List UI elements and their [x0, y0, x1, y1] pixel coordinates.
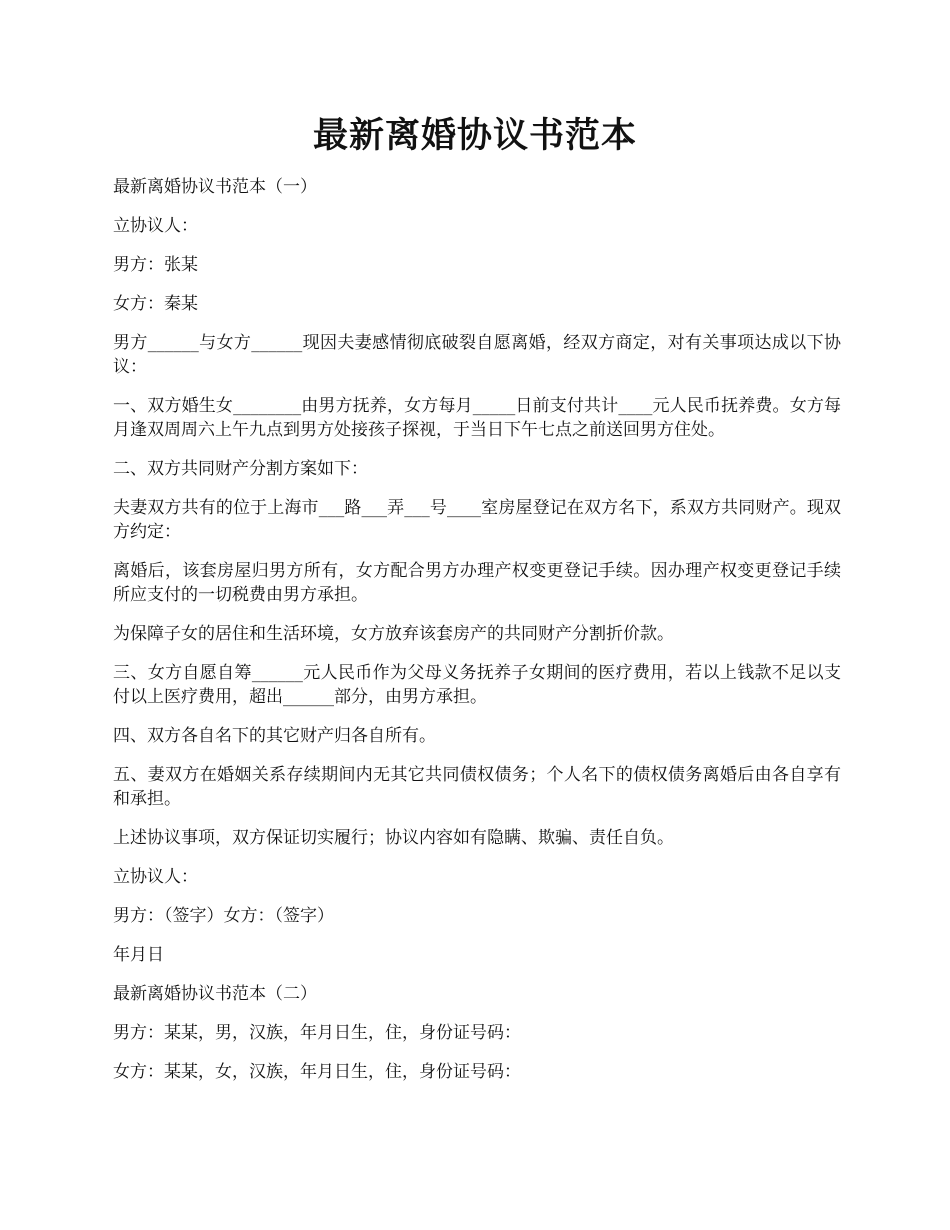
husband-details: 男方：某某，男，汉族，年月日生，住，身份证号码：: [113, 1023, 521, 1043]
parties-label: 立协议人：: [113, 216, 198, 236]
guarantee-paragraph: 上述协议事项，双方保证切实履行；协议内容如有隐瞒、欺骗、责任自负。: [113, 828, 674, 848]
wife-details: 女方：某某，女，汉族，年月日生，住，身份证号码：: [113, 1062, 521, 1082]
document-body: [113, 175, 841, 1099]
signatories-label: 立协议人：: [113, 867, 198, 887]
section-heading-2: 最新离婚协议书范本（二）: [113, 984, 317, 1004]
husband-line: 男方：张某: [113, 255, 198, 275]
signature-line: 男方：（签字）女方：（签字）: [113, 906, 334, 926]
date-line: 年月日: [113, 945, 164, 965]
clause-4-other-assets: 四、双方各自名下的其它财产归各自所有。: [113, 726, 436, 746]
clause-1-custody: 一、双方婚生女________由男方抚养，女方每月_____日前支付共计____元人民币抚养费。女方每月逢双周周六上午九点到男方处接孩子探视，于当日下午七点之前送回男方住处。: [113, 396, 841, 440]
section-heading-1: 最新离婚协议书范本（一）: [113, 177, 317, 197]
wife-line: 女方：秦某: [113, 294, 198, 314]
clause-3-medical: 三、女方自愿自筹______元人民币作为父母义务抚养子女期间的医疗费用，若以上钱款不足以支付以上医疗费用，超出______部分，由男方承担。: [113, 663, 841, 707]
clause-2-waiver: 为保障子女的居住和生活环境，女方放弃该套房产的共同财产分割折价款。: [113, 624, 674, 644]
preamble-paragraph: 男方______与女方______现因夫妻感情彻底破裂自愿离婚，经双方商定，对有关事项达成以下协议：: [113, 333, 841, 377]
document-title: 最新离婚协议书范本: [312, 115, 637, 156]
clause-2-property: 夫妻双方共有的位于上海市___路___弄___号____室房屋登记在双方名下，系双方共同财产。现双方约定：: [113, 498, 841, 542]
clause-2-ownership: 离婚后，该套房屋归男方所有，女方配合男方办理产权变更登记手续。因办理产权变更登记手续所应支付的一切税费由男方承担。: [113, 561, 841, 605]
clause-5-debts: 五、妻双方在婚姻关系存续期间内无其它共同债权债务；个人名下的债权债务离婚后由各自享有和承担。: [113, 765, 841, 809]
clause-2-heading: 二、双方共同财产分割方案如下：: [113, 459, 368, 479]
